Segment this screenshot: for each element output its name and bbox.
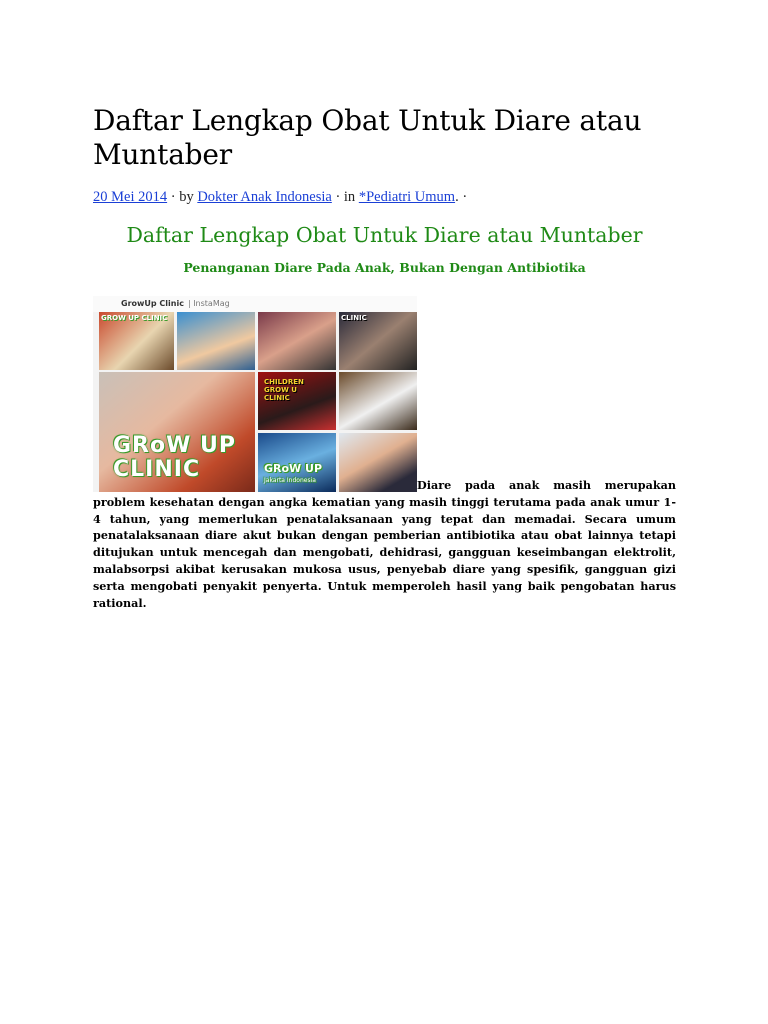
- collage-brand: GrowUp Clinic: [121, 299, 184, 308]
- children-line1: CHILDREN: [264, 378, 304, 386]
- collage-photo-man-sunglasses: [339, 312, 417, 370]
- children-line3: CLINIC: [264, 394, 290, 402]
- children-line2: GROW U: [264, 386, 297, 394]
- collage-photo-woman-sunglasses: [258, 312, 336, 370]
- collage-photo-toddler: [177, 312, 255, 370]
- by-separator: · by: [167, 189, 198, 205]
- growup-jakarta-title: GRoW UP: [264, 462, 323, 475]
- collage-big-label: [113, 434, 236, 482]
- big-label-line1: GRoW UP: [113, 433, 237, 458]
- article-content: [93, 296, 676, 611]
- collage-photo-group: [258, 433, 336, 492]
- clinic-collage-image: [93, 296, 417, 492]
- article-subheadline: Penanganan Diare Pada Anak, Bukan Dengan Antibiotika: [183, 260, 586, 275]
- article-paragraph: Diare pada anak masih merupakan problem kesehatan dengan angka kematian yang masih tinggi terutama pada anak umur 1-4 tahun, yang memerlukan penatalaksanaan yang tepat dan memadai. Secara umum penatalaksanaan diare akut bukan dengan pemberian antibiotika atau obat lainnya tetapi ditujukan untuk mencegah dan mengobati, dehidrasi, gangguan keseimbangan elektrolit, malabsorpsi akibat kerusakan mukosa usus, penyebab diare yang spesifik, gangguan gizi serta mengobati penyakit penyerta. Untuk memperoleh hasil yang baik pengobatan harus rational.: [93, 478, 676, 610]
- collage-photo-books: [99, 312, 174, 370]
- meta-end: . ·: [455, 189, 468, 205]
- collage-photo-mother-child: [99, 372, 255, 492]
- category-link[interactable]: *Pediatri Umum: [358, 189, 456, 205]
- collage-photo-children-clinic: [258, 372, 336, 430]
- big-label-line2: CLINIC: [113, 457, 201, 482]
- collage-photo-doctor-exam: [339, 372, 417, 430]
- post-date-link[interactable]: 20 Mei 2014: [93, 189, 168, 205]
- post-meta: [93, 188, 676, 206]
- collage-brand-sub: | InstaMag: [187, 299, 230, 308]
- article-headline: Daftar Lengkap Obat Untuk Diare atau Muntaber: [126, 223, 643, 247]
- in-separator: · in: [331, 189, 359, 205]
- article: [93, 104, 676, 611]
- collage-label-clinic: CLINIC: [341, 314, 367, 322]
- collage-header: [93, 296, 417, 312]
- growup-jakarta-sub: Jakarta Indonesia: [264, 477, 316, 484]
- author-link[interactable]: Dokter Anak Indonesia: [197, 189, 332, 205]
- article-title: Daftar Lengkap Obat Untuk Diare atau Muntaber: [93, 104, 642, 171]
- collage-label-children: [264, 378, 304, 402]
- collage-label-growup-jakarta: [264, 463, 322, 487]
- collage-label-growup-clinic: GROW UP CLINIC: [101, 314, 168, 322]
- collage-photo-doctor-portrait: [339, 433, 417, 492]
